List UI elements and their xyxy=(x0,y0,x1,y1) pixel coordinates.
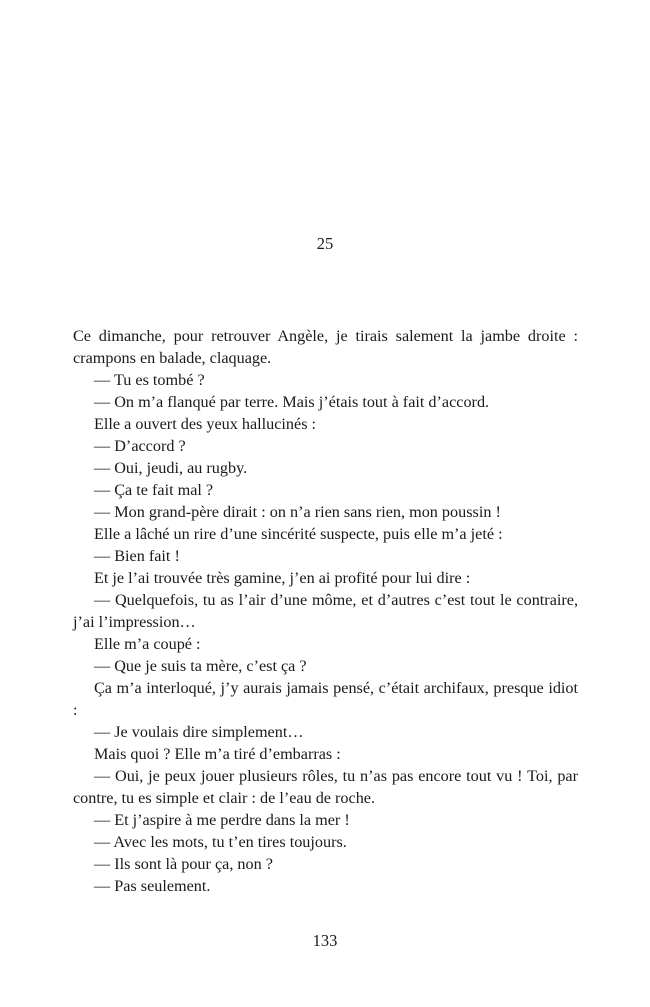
paragraph: — Ils sont là pour ça, non ? xyxy=(94,855,273,873)
paragraph: — Oui, je peux jouer plusieurs rôles, tu n’as pas encore tout vu ! Toi, par contre, tu es simple et clair : de l’eau de roche. xyxy=(73,767,578,807)
paragraph: — Bien fait ! xyxy=(94,547,180,565)
chapter-number: 25 xyxy=(316,234,334,253)
paragraph: Elle a ouvert des yeux hallucinés : xyxy=(94,415,317,433)
paragraph: Ça m’a interloqué, j’y aurais jamais pensé, c’était archifaux, presque idiot : xyxy=(73,679,578,719)
paragraph: — Pas seulement. xyxy=(94,877,211,895)
paragraph: — Ça te fait mal ? xyxy=(94,481,214,499)
paragraph: Elle m’a coupé : xyxy=(94,635,201,653)
paragraph: Et je l’ai trouvée très gamine, j’en ai profité pour lui dire : xyxy=(94,569,471,587)
chapter-body xyxy=(73,325,578,897)
paragraph: — D’accord ? xyxy=(94,437,186,455)
paragraph: — Oui, jeudi, au rugby. xyxy=(94,459,248,477)
page-number: 133 xyxy=(312,931,338,950)
paragraph: Mais quoi ? Elle m’a tiré d’embarras : xyxy=(94,745,341,763)
paragraph: — Je voulais dire simplement… xyxy=(94,723,304,741)
paragraph: — Mon grand-père dirait : on n’a rien sans rien, mon poussin ! xyxy=(94,503,501,521)
paragraph: — Tu es tombé ? xyxy=(94,371,205,389)
paragraph: — Avec les mots, tu t’en tires toujours. xyxy=(94,833,347,851)
paragraph: Ce dimanche, pour retrouver Angèle, je tirais salement la jambe droite : crampons en balade, claquage. xyxy=(73,327,578,367)
paragraph: — Quelquefois, tu as l’air d’une môme, et d’autres c’est tout le contraire, j’ai l’impression… xyxy=(73,591,578,631)
paragraph: Elle a lâché un rire d’une sincérité suspecte, puis elle m’a jeté : xyxy=(94,525,503,543)
paragraph: — Et j’aspire à me perdre dans la mer ! xyxy=(94,811,350,829)
paragraph: — On m’a flanqué par terre. Mais j’étais tout à fait d’accord. xyxy=(94,393,490,411)
paragraph: — Que je suis ta mère, c’est ça ? xyxy=(94,657,307,675)
